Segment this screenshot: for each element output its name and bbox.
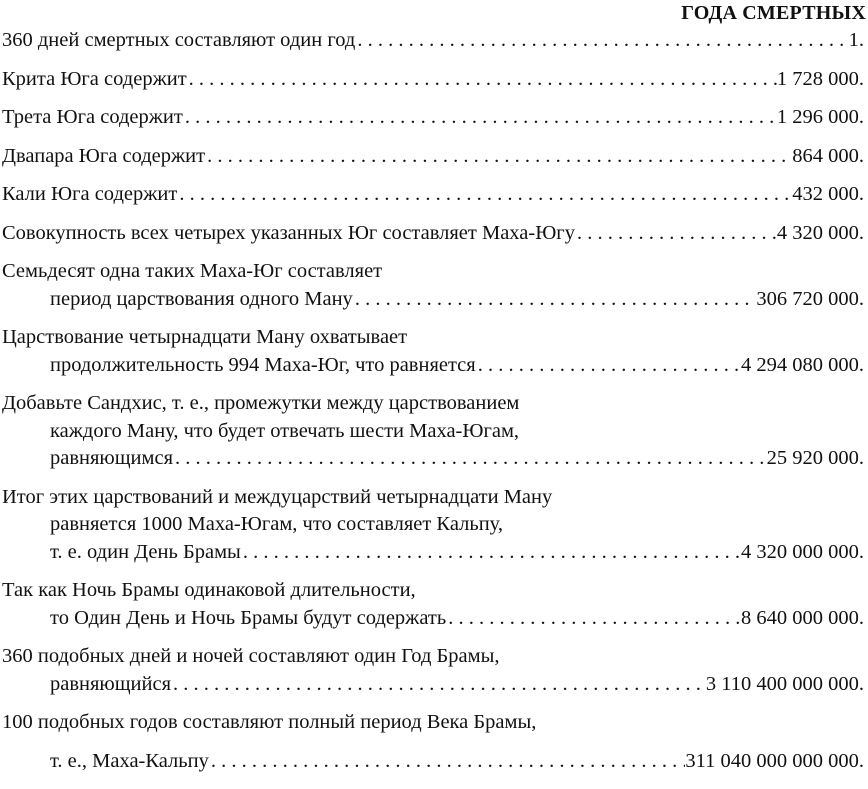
entry-6 bbox=[2, 220, 864, 248]
dot-leader bbox=[446, 605, 741, 633]
entry-value: 4 320 000. bbox=[776, 221, 864, 244]
entry-9 bbox=[2, 390, 864, 473]
entry-value: 3 110 400 000 000. bbox=[705, 672, 864, 695]
entry-2 bbox=[2, 66, 864, 94]
entry-row bbox=[2, 605, 864, 633]
entry-label: Кали Юга содержит bbox=[2, 183, 178, 205]
entry-value: 306 720 000. bbox=[756, 287, 864, 310]
entry-1 bbox=[2, 27, 864, 55]
entry-value: 1 296 000. bbox=[776, 106, 864, 128]
entry-label: Трета Юга содержит bbox=[2, 106, 183, 128]
entry-12 bbox=[2, 643, 864, 698]
entry-8 bbox=[2, 324, 864, 379]
entry-label: продолжительность 994 Маха-Юг, что равняется bbox=[50, 353, 476, 376]
entry-label: т. е. один День Брамы bbox=[50, 540, 241, 563]
dot-leader bbox=[183, 104, 777, 132]
entry-label: 360 дней смертных составляют один год bbox=[2, 29, 356, 51]
entry-label: равняющийся bbox=[50, 672, 171, 695]
entry-value: 311 040 000 000 000. bbox=[685, 749, 864, 772]
dot-leader bbox=[209, 748, 686, 776]
dot-leader bbox=[177, 181, 792, 209]
entry-value: 25 920 000. bbox=[766, 447, 864, 469]
entry-value: 864 000. bbox=[792, 144, 864, 167]
entry-label: то Один День и Ночь Брамы будут содержать bbox=[50, 606, 447, 629]
entry-text-line: Так как Ночь Брамы одинаковой длительности, bbox=[2, 579, 416, 601]
entry-10 bbox=[2, 484, 864, 567]
entry-value: 4 294 080 000. bbox=[741, 353, 864, 376]
dot-leader bbox=[171, 671, 706, 699]
entry-row bbox=[2, 104, 864, 132]
entry-4 bbox=[2, 143, 864, 171]
entry-row bbox=[2, 181, 864, 209]
entry-3 bbox=[2, 104, 864, 132]
entry-value: 4 320 000 000. bbox=[741, 540, 864, 563]
entry-7 bbox=[2, 258, 864, 313]
dot-leader bbox=[353, 286, 757, 314]
entry-row bbox=[2, 66, 864, 94]
entry-row bbox=[2, 220, 864, 248]
entry-row bbox=[2, 671, 864, 699]
entry-label: равняющимся bbox=[50, 447, 173, 469]
entry-label: Совокупность всех четырех указанных Юг составляет Маха-Югу bbox=[2, 221, 575, 244]
entry-text-line: Добавьте Сандхис, т. е., промежутки между царствованием bbox=[2, 392, 520, 414]
entry-label: период царствования одного Ману bbox=[50, 287, 353, 310]
entry-13 bbox=[2, 709, 864, 775]
entry-row bbox=[2, 539, 864, 567]
dot-leader bbox=[187, 66, 777, 94]
entry-value: 432 000. bbox=[792, 183, 864, 205]
dot-leader bbox=[205, 143, 792, 171]
dot-leader bbox=[476, 352, 741, 380]
dot-leader bbox=[355, 27, 848, 55]
entry-row bbox=[2, 445, 864, 473]
entry-value: 1. bbox=[848, 29, 864, 51]
entry-row bbox=[2, 286, 864, 314]
dot-leader bbox=[575, 220, 777, 248]
entry-text-line: равняется 1000 Маха-Югам, что составляет Кальпу, bbox=[50, 513, 503, 535]
entry-text-line: Семьдесят одна таких Маха-Юг составляет bbox=[2, 260, 383, 282]
section-header: ГОДА СМЕРТНЫХ bbox=[681, 2, 866, 24]
entry-text-line: Царствование четырнадцати Ману охватывает bbox=[2, 326, 408, 348]
entries-list bbox=[2, 27, 864, 789]
entry-row bbox=[2, 352, 864, 380]
entry-value: 1 728 000. bbox=[776, 67, 864, 90]
entry-row bbox=[2, 748, 864, 776]
entry-text-line: 360 подобных дней и ночей составляют один Год Брамы, bbox=[2, 645, 500, 667]
entry-11 bbox=[2, 577, 864, 632]
entry-text-line: каждого Ману, что будет отвечать шести Маха-Югам, bbox=[50, 419, 520, 442]
entry-text-line: Итог этих царствований и междуцарствий четырнадцати Ману bbox=[2, 485, 553, 508]
entry-row bbox=[2, 143, 864, 171]
entry-label: Двапара Юга содержит bbox=[2, 144, 206, 167]
entry-value: 8 640 000 000. bbox=[741, 606, 864, 629]
dot-leader bbox=[173, 445, 767, 473]
entry-label: Крита Юга содержит bbox=[2, 67, 187, 90]
entry-5 bbox=[2, 181, 864, 209]
entry-text-line: 100 подобных годов составляют полный период Века Брамы, bbox=[2, 711, 537, 733]
dot-leader bbox=[241, 539, 741, 567]
entry-label: т. е., Маха-Кальпу bbox=[50, 749, 209, 772]
entry-row bbox=[2, 27, 864, 55]
